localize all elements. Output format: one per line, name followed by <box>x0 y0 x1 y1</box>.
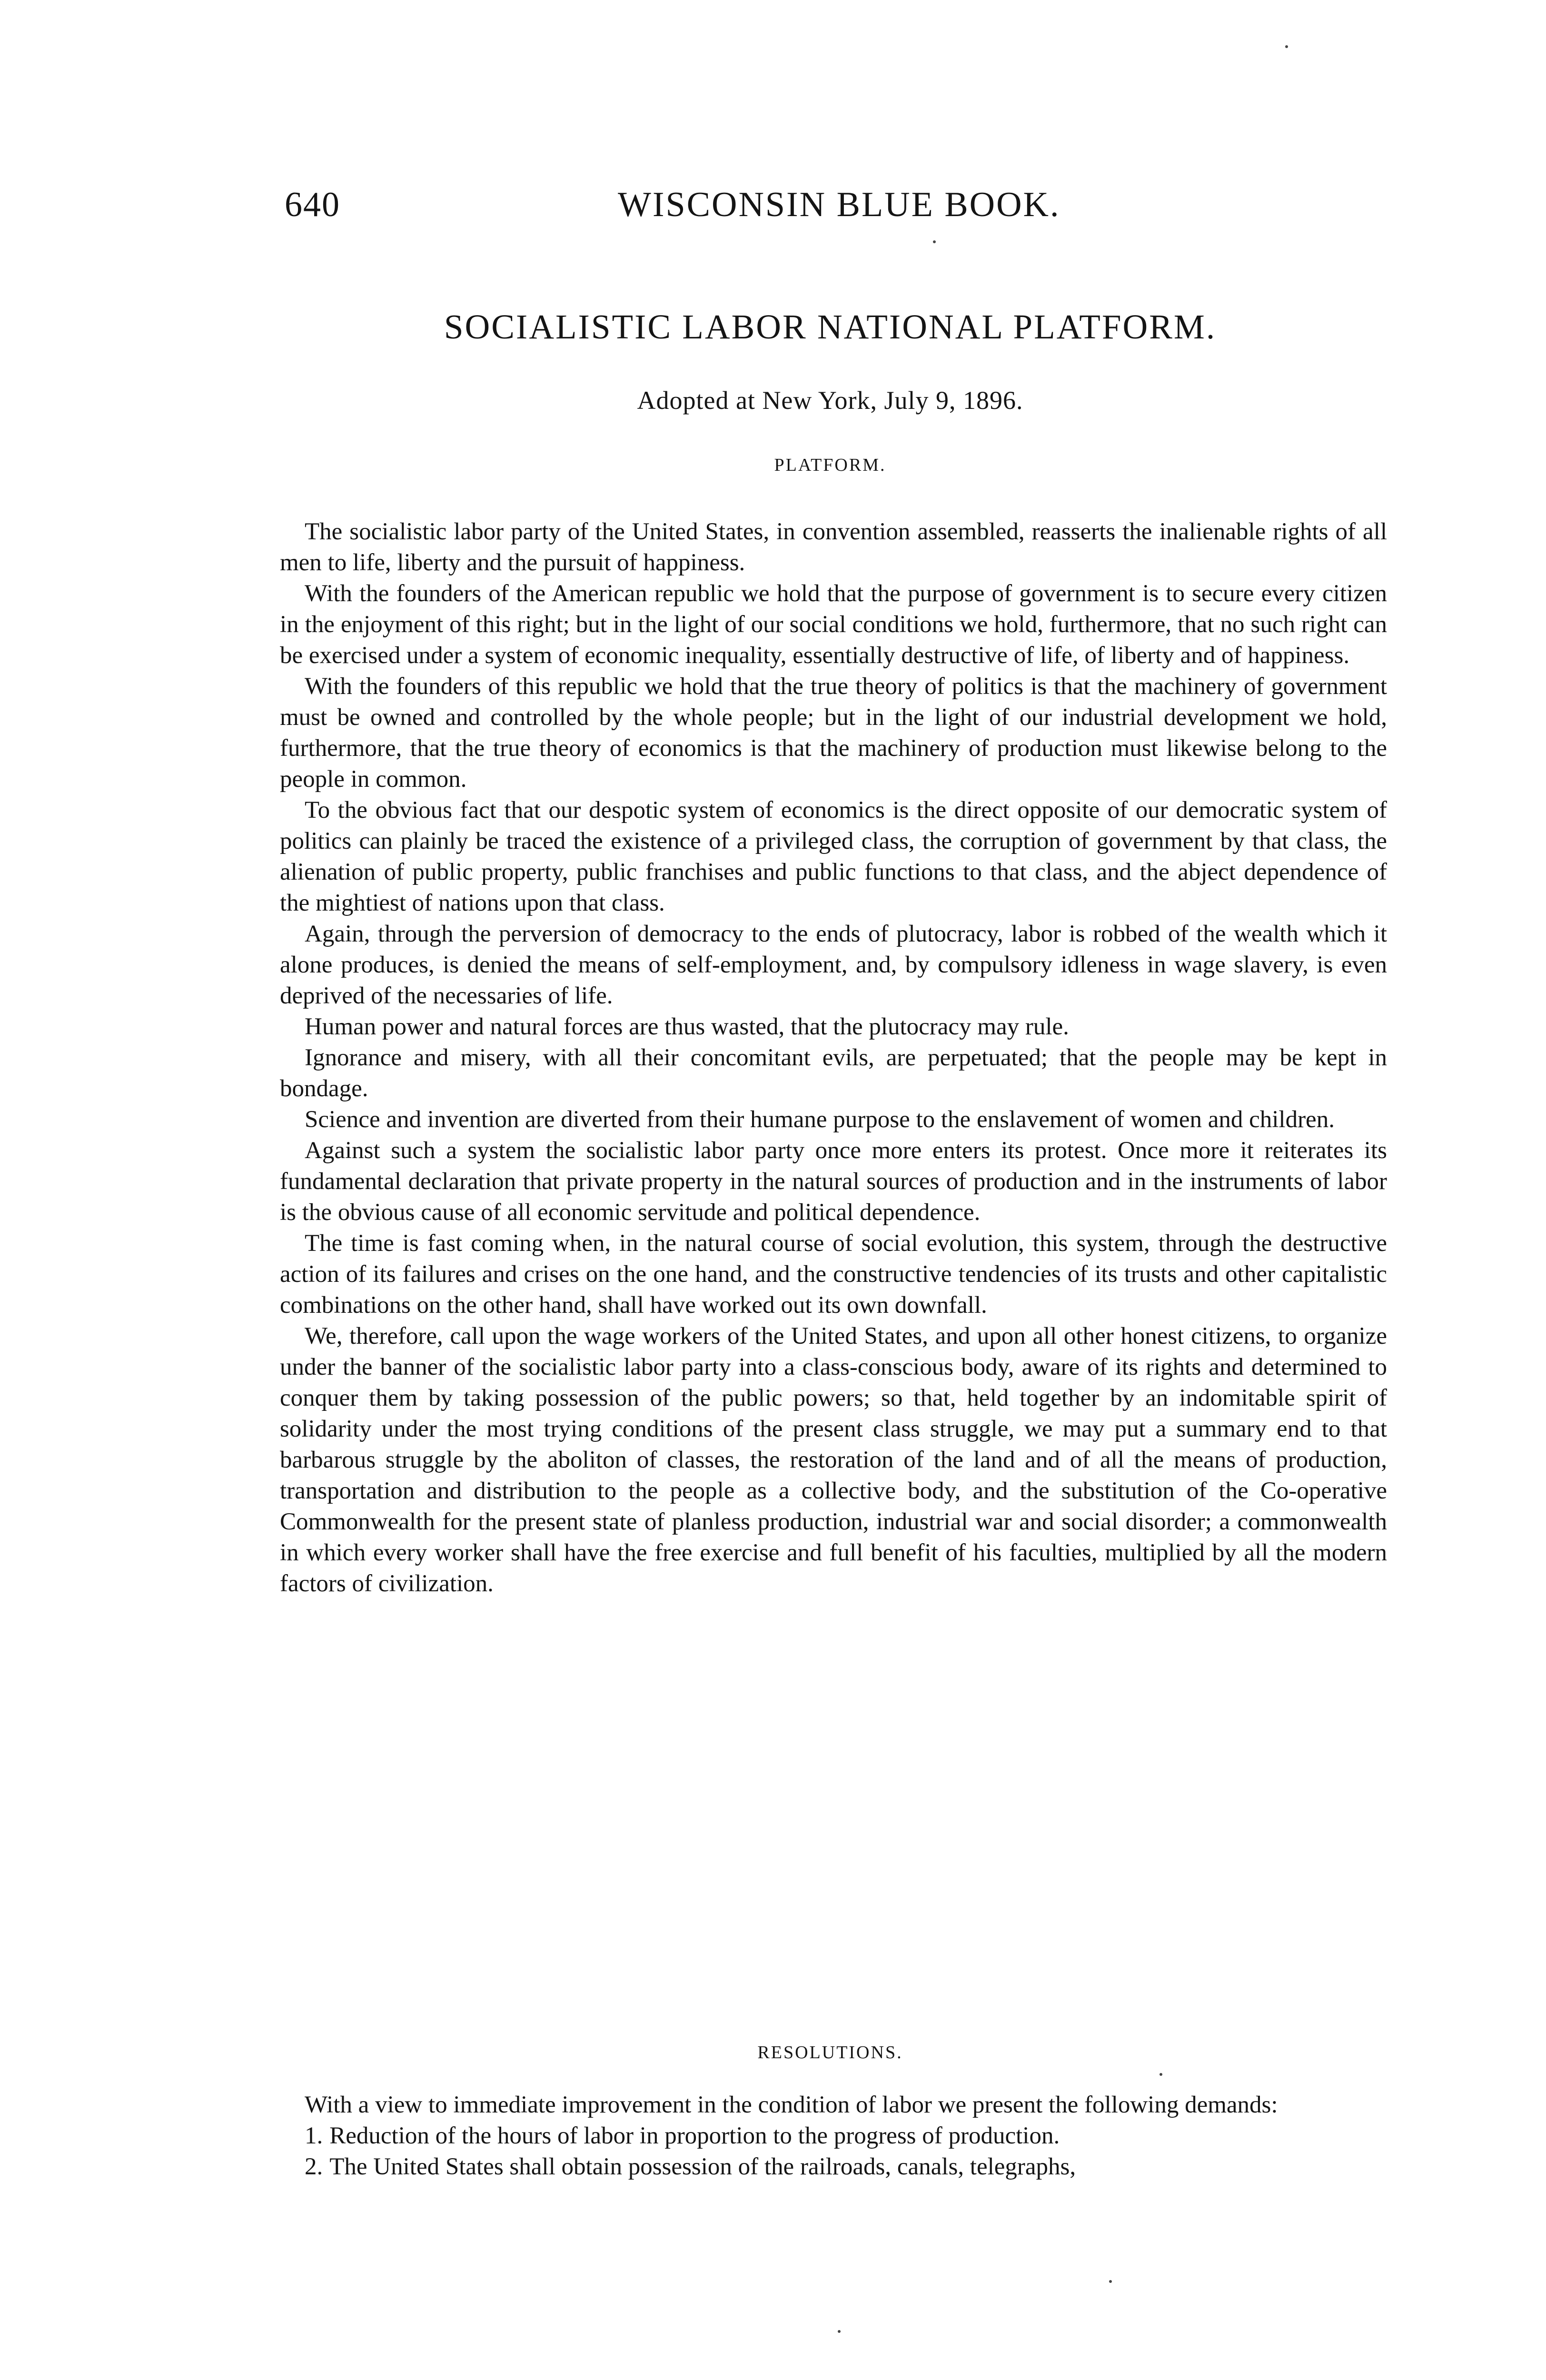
platform-paragraph: To the obvious fact that our despotic system of economics is the direct opposite of our democratic system of politics can plainly be traced the existence of a privileged class, the corruption of government by that class, the alienation of public property, public franchises and public functions to that class, and the abject dependence of the mightiest of nations upon that class. <box>280 797 1387 916</box>
platform-paragraph: Science and invention are diverted from their humane purpose to the enslavement of women and children. <box>305 1106 1335 1133</box>
resolution-text: The United States shall obtain possession of the railroads, canals, telegraphs, <box>329 2153 1076 2180</box>
resolution-number: 1. <box>305 2122 323 2149</box>
platform-body <box>280 516 1387 1599</box>
document-title: SOCIALISTIC LABOR NATIONAL PLATFORM. <box>444 307 1217 346</box>
resolutions-intro: With a view to immediate improvement in the condition of labor we present the following demands: <box>305 2092 1278 2118</box>
scan-speck <box>933 240 936 243</box>
resolutions-heading: RESOLUTIONS. <box>757 2043 903 2063</box>
scan-speck <box>838 2330 841 2333</box>
page-number: 640 <box>285 185 340 224</box>
adoption-note: Adopted at New York, July 9, 1896. <box>637 386 1023 415</box>
platform-paragraph: Again, through the perversion of democracy to the ends of plutocracy, labor is robbed of the wealth which it alone produces, is denied the means of self-employment, and, by compulsory idleness in wage slavery, is even deprived of the necessaries of life. <box>280 921 1387 1009</box>
scan-speck <box>1160 2073 1162 2076</box>
resolution-item <box>280 2152 1387 2182</box>
running-head: WISCONSIN BLUE BOOK. <box>618 185 1060 224</box>
scan-speck <box>1109 2280 1112 2283</box>
resolutions-body <box>280 2090 1387 2182</box>
resolution-number: 2. <box>305 2153 323 2180</box>
platform-paragraph: Human power and natural forces are thus wasted, that the plutocracy may rule. <box>305 1013 1069 1040</box>
platform-paragraph: The time is fast coming when, in the natural course of social evolution, this system, through the destructive action of its failures and crises on the one hand, and the constructive tendencies of its trusts and other capitalistic combinations on the other hand, shall have worked out its own downfall. <box>280 1230 1387 1319</box>
platform-heading: PLATFORM. <box>774 455 886 475</box>
platform-paragraph: We, therefore, call upon the wage workers of the United States, and upon all other honest citizens, to organize under the banner of the socialistic labor party into a class-conscious body, aware of its rights and determined to conquer them by taking possession of the public powers; so that, held together by an indomitable spirit of solidarity under the most trying conditions of the present class struggle, we may put a summary end to that barbarous struggle by the aboliton of classes, the restoration of the land and of all the means of production, transportation and distribution to the people as a collective body, and the substitution of the Co-operative Commonwealth for the present state of planless production, industrial war and social disorder; a commonwealth in which every worker shall have the free exercise and full benefit of his faculties, multiplied by all the modern factors of civilization. <box>280 1323 1387 1597</box>
platform-paragraph: Against such a system the socialistic labor party once more enters its protest. Once more it reiterates its fundamental declaration that private property in the natural sources of production and in the instruments of labor is the obvious cause of all economic servitude and political dependence. <box>280 1137 1387 1226</box>
scan-speck <box>1285 45 1288 48</box>
platform-paragraph: With the founders of this republic we hold that the true theory of politics is that the machinery of government must be owned and controlled by the whole people; but in the light of our industrial development we hold, furthermore, that the true theory of economics is that the machinery of production must likewise belong to the people in common. <box>280 673 1387 793</box>
resolution-text: Reduction of the hours of labor in proportion to the progress of production. <box>329 2122 1060 2149</box>
resolution-item <box>280 2121 1387 2152</box>
platform-paragraph: With the founders of the American republic we hold that the purpose of government is to secure every citizen in the enjoyment of this right; but in the light of our social conditions we hold, furthermore, that no such right can be exercised under a system of economic inequality, essentially destructive of life, of liberty and of happiness. <box>280 580 1387 669</box>
platform-paragraph: Ignorance and misery, with all their concomitant evils, are perpetuated; that the people may be kept in bondage. <box>280 1044 1387 1102</box>
platform-paragraph: The socialistic labor party of the United States, in convention assembled, reasserts the inalienable rights of all men to life, liberty and the pursuit of happiness. <box>280 518 1387 576</box>
